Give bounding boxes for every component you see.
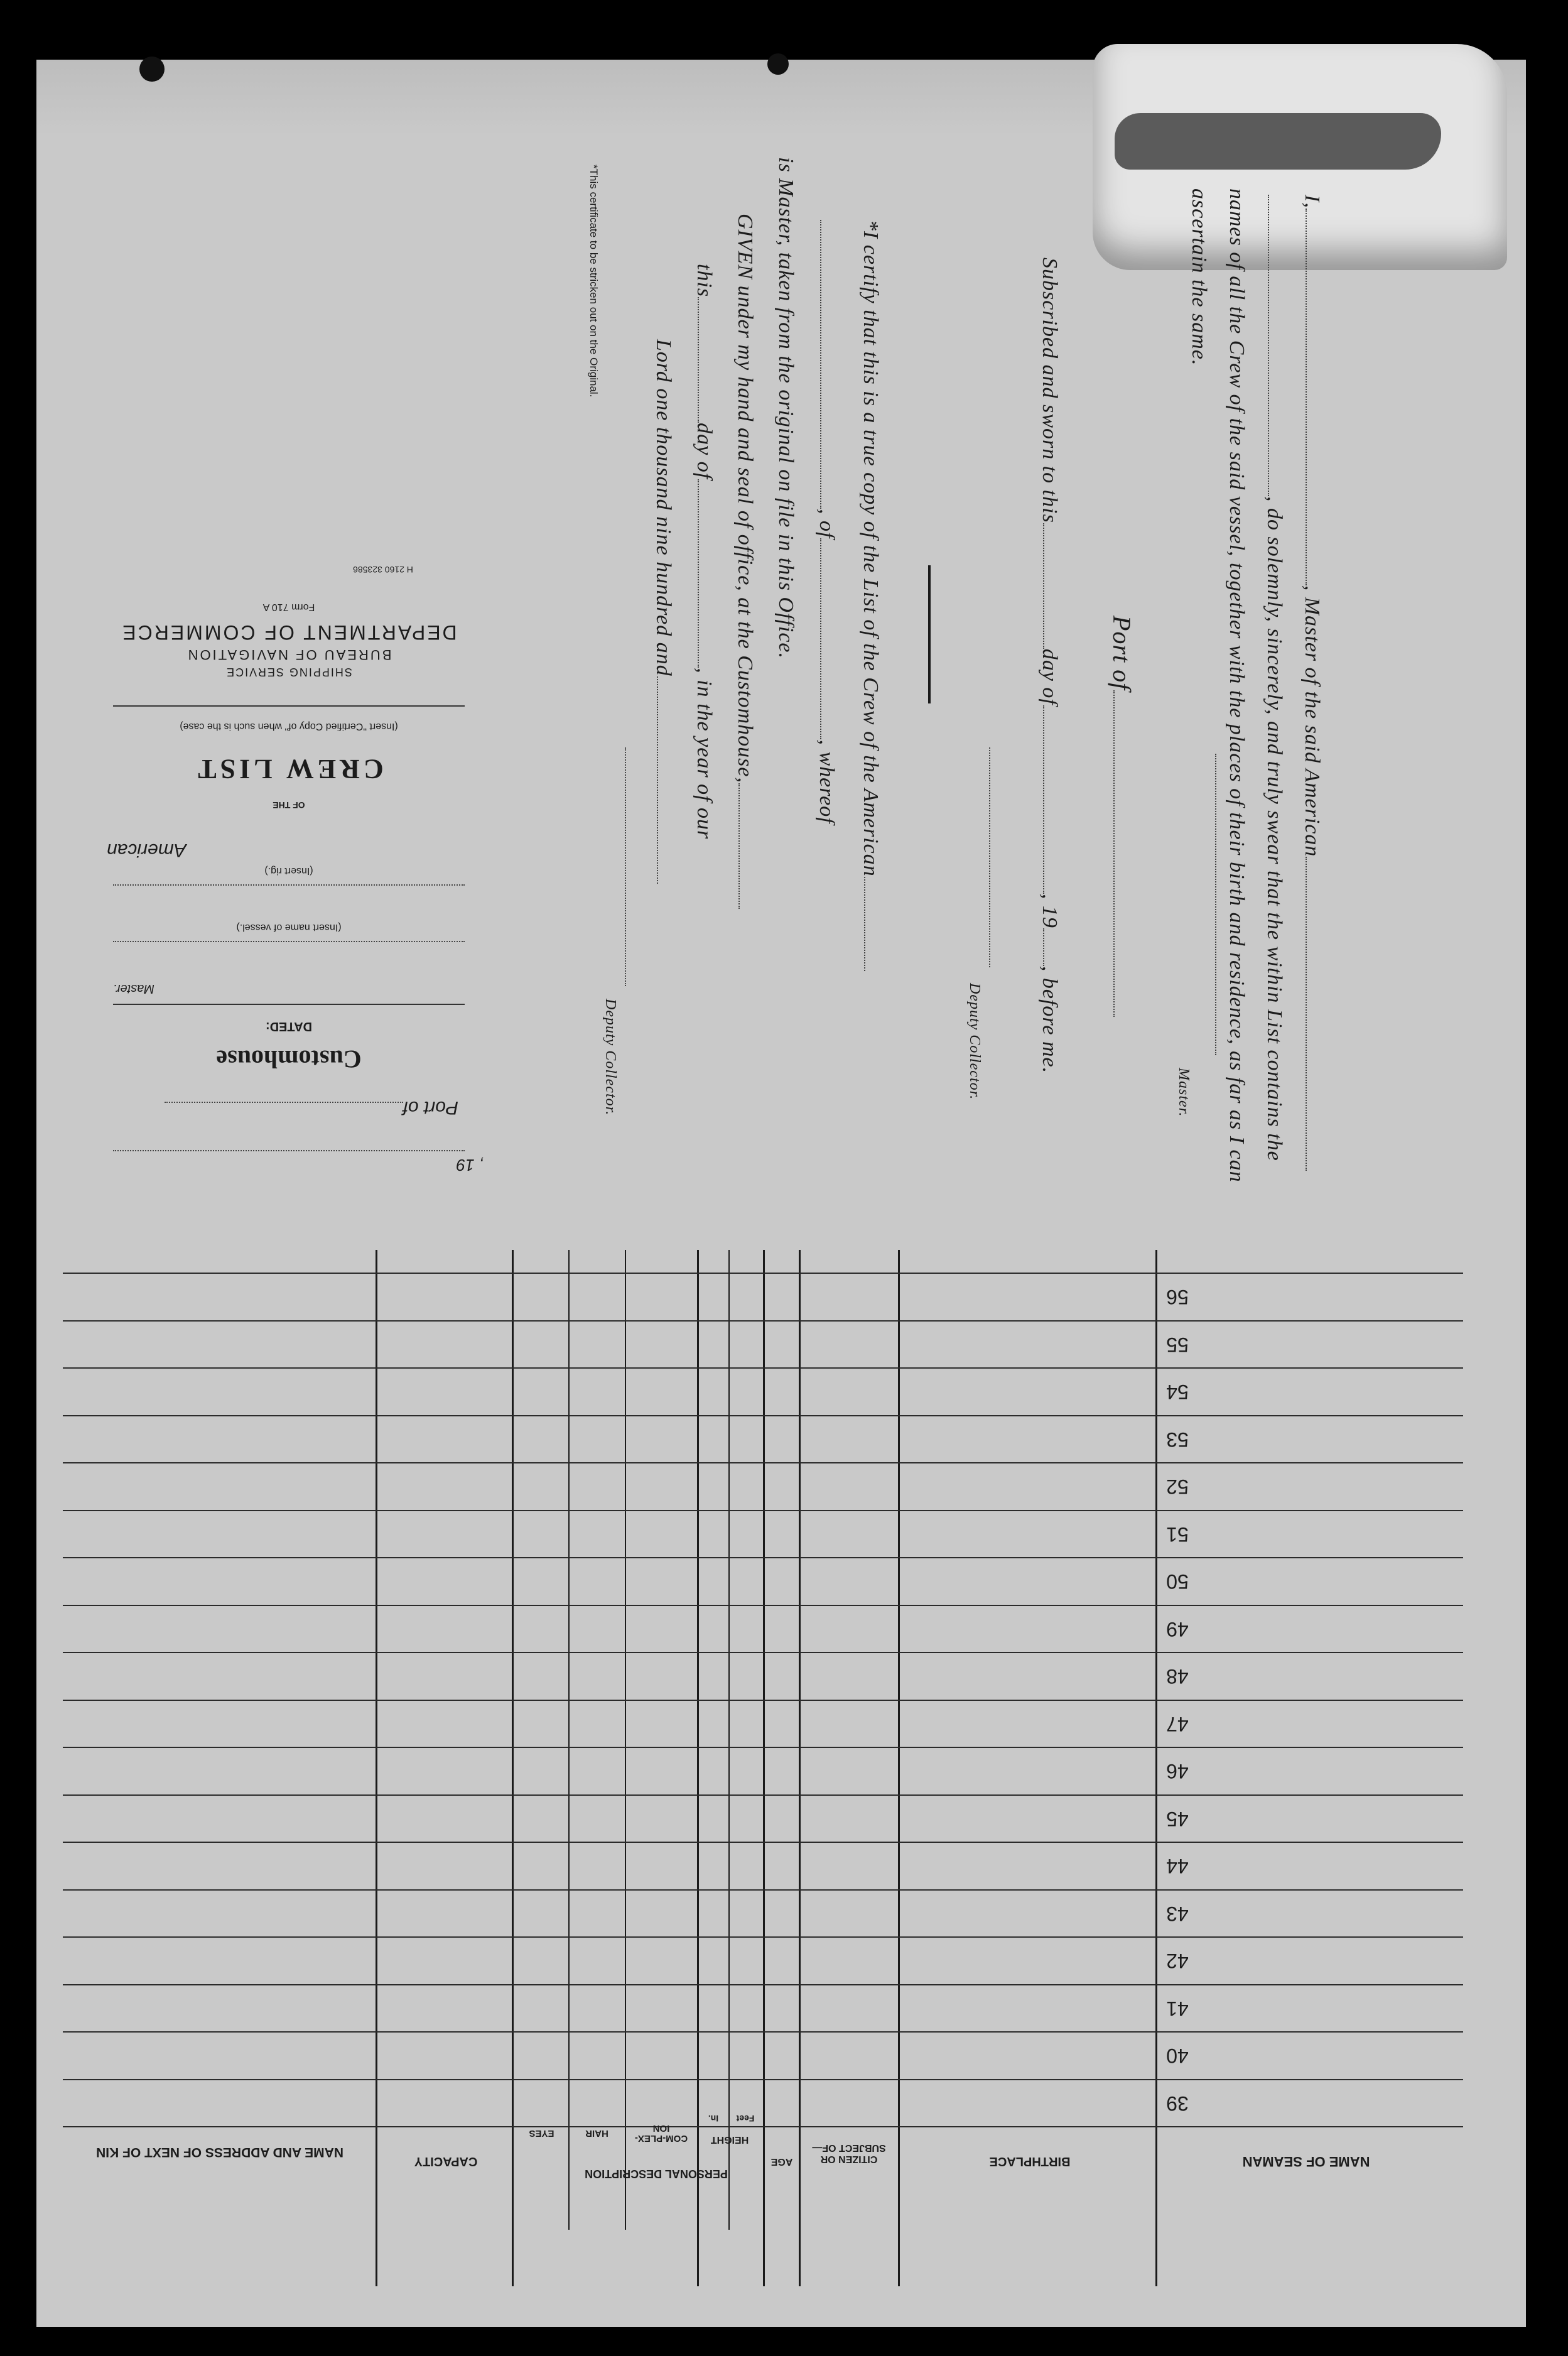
header-age: AGE <box>770 2156 793 2167</box>
row-number: 40 <box>1166 2044 1189 2067</box>
table-row <box>63 2031 1463 2033</box>
deputy-label-2: Deputy Collector. <box>602 999 619 1116</box>
row-number: 50 <box>1166 1570 1189 1593</box>
cover-port: Port of <box>107 1097 458 1118</box>
oath-line-1: I,, Master of the said American <box>1300 195 1324 1171</box>
table-row <box>63 1652 1463 1653</box>
certificate-line-2: , of, whereof <box>814 220 838 824</box>
table-row <box>63 1889 1463 1891</box>
cover-year: , 19 <box>456 1156 484 1175</box>
cover-service: SHIPPING SERVICE <box>225 666 352 678</box>
cover-insert-cert: (Insert "Certified Copy of" when such is the case) <box>180 721 398 732</box>
row-number: 44 <box>1166 1855 1189 1877</box>
table-row <box>63 2079 1463 2080</box>
table-row <box>63 1462 1463 1463</box>
col-rule <box>697 1250 699 2286</box>
port-label: Port of <box>1107 616 1137 1017</box>
row-number: 47 <box>1166 1712 1189 1735</box>
certificate-line-6: Lord one thousand nine hundred and <box>651 339 675 884</box>
col-rule <box>763 1250 765 2286</box>
separator-rule <box>928 565 931 703</box>
table-row <box>63 1936 1463 1938</box>
col-rule <box>728 1250 730 2230</box>
col-rule <box>512 1250 514 2286</box>
torn-shadow <box>1115 113 1441 170</box>
deputy-signature-line <box>989 747 990 967</box>
cover-insert-vessel: (Insert name of vessel.) <box>236 922 342 933</box>
cover-master: Master. <box>113 982 154 996</box>
header-personal: PERSONAL DESCRIPTION <box>585 2168 728 2180</box>
table-row <box>63 1273 1463 1274</box>
row-number: 54 <box>1166 1381 1189 1403</box>
header-height: HEIGHT <box>710 2134 749 2145</box>
oath-line-4: ascertain the same. <box>1187 188 1211 366</box>
certificate-footnote: *This certificate to be stricken out on the Original. <box>588 165 600 398</box>
certificate-line-3: is Master, taken from the original on file in this Office. <box>774 157 798 660</box>
table-row <box>63 1510 1463 1511</box>
row-number: 51 <box>1166 1523 1189 1546</box>
col-rule <box>625 1250 626 2230</box>
header-hair: HAIR <box>585 2128 608 2139</box>
col-rule <box>376 1250 377 2286</box>
row-number: 39 <box>1166 2092 1189 2115</box>
table-row <box>63 1984 1463 1985</box>
table-row <box>63 1367 1463 1369</box>
table-row <box>63 1700 1463 1701</box>
row-number: 49 <box>1166 1617 1189 1641</box>
table-row <box>63 1557 1463 1558</box>
header-name: NAME OF SEAMAN <box>1242 2154 1370 2169</box>
row-number: 42 <box>1166 1950 1189 1972</box>
header-capacity: CAPACITY <box>414 2154 478 2168</box>
row-number: 45 <box>1166 1807 1189 1830</box>
table-row <box>63 1747 1463 1748</box>
col-rule <box>799 1250 801 2286</box>
header-birthplace: BIRTHPLACE <box>989 2154 1071 2168</box>
header-rule <box>63 2126 1463 2127</box>
cover-printer: H 2160 323586 <box>353 565 413 575</box>
header-eyes: EYES <box>529 2128 554 2139</box>
cover-bureau: BUREAU OF NAVIGATION <box>186 647 392 663</box>
cover-of-the: OF THE <box>273 800 305 810</box>
certificate-line-5: thisday of, in the year of our <box>693 264 716 840</box>
certificate-line-1: *I certify that this is a true copy of the List of the Crew of the American <box>858 220 882 971</box>
col-rule <box>898 1250 900 2286</box>
oath-line-3: names of all the Crew of the said vessel, together with the places of their birth and residence, as far as I can <box>1225 188 1248 1183</box>
cover-form: Form 710 A <box>262 602 315 612</box>
table-row <box>63 1794 1463 1796</box>
row-number: 53 <box>1166 1428 1189 1451</box>
oath-line-2: , do solemnly, sincerely, and truly swear that the within List contains the <box>1262 195 1286 1161</box>
cover-dated: DATED: <box>265 1019 313 1033</box>
table-row <box>63 1605 1463 1606</box>
header-feet: Feet <box>736 2114 755 2124</box>
subscribed-line: Subscribed and sworn to thisday of, 19, before me. <box>1038 258 1061 1074</box>
header-citizen: CITIZEN OR SUBJECT OF— <box>812 2142 886 2164</box>
cover-american: American <box>107 840 187 860</box>
col-rule <box>568 1250 570 2230</box>
header-kin: NAME AND ADDRESS OF NEXT OF KIN <box>96 2145 343 2159</box>
row-number: 56 <box>1166 1286 1189 1308</box>
cover-block <box>94 301 484 1175</box>
row-number: 52 <box>1166 1475 1189 1498</box>
row-number: 43 <box>1166 1902 1189 1925</box>
header-complexion: COM-PLEX-ION <box>634 2123 688 2144</box>
punch-hole <box>139 57 165 82</box>
row-number: 55 <box>1166 1333 1189 1356</box>
cover-insert-rig: (Insert rig.) <box>264 866 313 876</box>
cover-customhouse: Customhouse <box>216 1045 362 1073</box>
certificate-line-4: GIVEN under my hand and seal of office, at the Customhouse, <box>733 214 757 909</box>
master-signature-line <box>1215 754 1216 1055</box>
crew-table <box>63 1250 1463 2286</box>
master-sig-label: Master. <box>1176 1068 1192 1117</box>
cover-dept: DEPARTMENT OF COMMERCE <box>121 621 457 644</box>
cover-title: CREW LIST <box>194 754 384 784</box>
deputy-signature-line-2 <box>625 747 626 986</box>
punch-hole <box>767 53 789 75</box>
row-number: 46 <box>1166 1760 1189 1783</box>
header-inches: In. <box>708 2114 719 2124</box>
row-number: 48 <box>1166 1665 1189 1688</box>
deputy-label: Deputy Collector. <box>966 983 983 1100</box>
table-row <box>63 1320 1463 1322</box>
table-row <box>63 1842 1463 1843</box>
row-number: 41 <box>1166 1997 1189 2020</box>
table-row <box>63 1415 1463 1416</box>
col-rule <box>1155 1250 1157 2286</box>
